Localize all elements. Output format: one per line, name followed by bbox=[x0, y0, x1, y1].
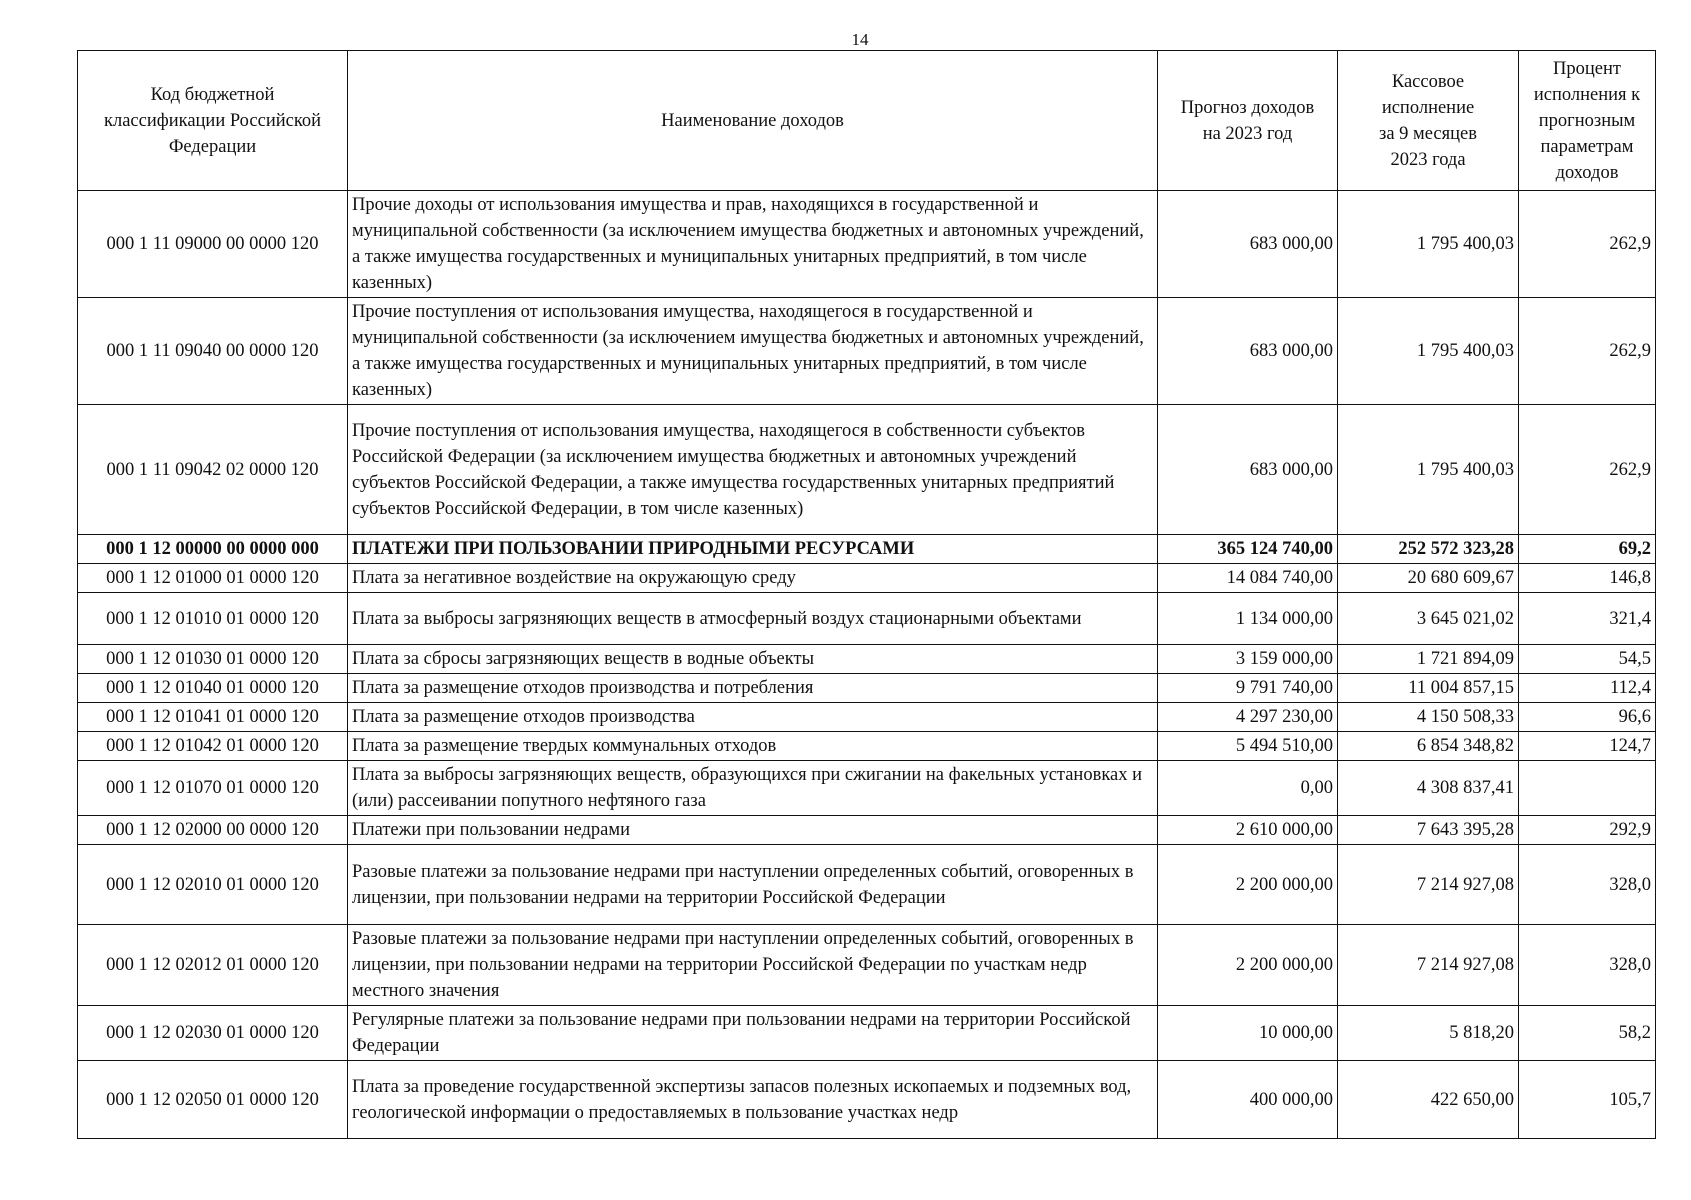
cell-code: 000 1 11 09042 02 0000 120 bbox=[78, 405, 348, 535]
cell-actual: 1 795 400,03 bbox=[1338, 298, 1519, 405]
cell-code: 000 1 12 01041 01 0000 120 bbox=[78, 703, 348, 732]
table-row bbox=[78, 845, 1656, 925]
cell-actual: 6 854 348,82 bbox=[1338, 732, 1519, 761]
cell-name: Плата за выбросы загрязняющих веществ в атмосферный воздух стационарными объектами bbox=[348, 593, 1158, 645]
cell-name: Регулярные платежи за пользование недрами при пользовании недрами на территории Российской Федерации bbox=[348, 1006, 1158, 1061]
table-row bbox=[78, 674, 1656, 703]
cell-code: 000 1 12 01030 01 0000 120 bbox=[78, 645, 348, 674]
cell-code: 000 1 12 01000 01 0000 120 bbox=[78, 564, 348, 593]
cell-code: 000 1 12 01040 01 0000 120 bbox=[78, 674, 348, 703]
cell-percent: 328,0 bbox=[1519, 845, 1656, 925]
table-row bbox=[78, 732, 1656, 761]
cell-code: 000 1 12 02012 01 0000 120 bbox=[78, 925, 348, 1006]
cell-percent: 54,5 bbox=[1519, 645, 1656, 674]
cell-percent: 124,7 bbox=[1519, 732, 1656, 761]
cell-name: Плата за размещение твердых коммунальных отходов bbox=[348, 732, 1158, 761]
table-row bbox=[78, 645, 1656, 674]
cell-name: Плата за сбросы загрязняющих веществ в водные объекты bbox=[348, 645, 1158, 674]
cell-forecast: 2 610 000,00 bbox=[1158, 816, 1338, 845]
cell-code: 000 1 12 02010 01 0000 120 bbox=[78, 845, 348, 925]
cell-actual: 4 150 508,33 bbox=[1338, 703, 1519, 732]
cell-actual: 4 308 837,41 bbox=[1338, 761, 1519, 816]
cell-code: 000 1 12 02030 01 0000 120 bbox=[78, 1006, 348, 1061]
cell-code: 000 1 11 09040 00 0000 120 bbox=[78, 298, 348, 405]
cell-percent: 58,2 bbox=[1519, 1006, 1656, 1061]
cell-percent: 262,9 bbox=[1519, 191, 1656, 298]
cell-actual: 1 795 400,03 bbox=[1338, 191, 1519, 298]
header-percent: Процент исполнения к прогнозным параметрам доходов bbox=[1519, 51, 1656, 191]
cell-actual: 1 795 400,03 bbox=[1338, 405, 1519, 535]
cell-actual: 7 643 395,28 bbox=[1338, 816, 1519, 845]
cell-forecast: 4 297 230,00 bbox=[1158, 703, 1338, 732]
cell-code: 000 1 12 01010 01 0000 120 bbox=[78, 593, 348, 645]
table-header-row bbox=[78, 51, 1656, 191]
cell-forecast: 2 200 000,00 bbox=[1158, 845, 1338, 925]
cell-forecast: 400 000,00 bbox=[1158, 1061, 1338, 1139]
cell-actual: 1 721 894,09 bbox=[1338, 645, 1519, 674]
cell-code: 000 1 12 02000 00 0000 120 bbox=[78, 816, 348, 845]
table-row bbox=[78, 703, 1656, 732]
cell-name: Прочие поступления от использования имущества, находящегося в государственной и муниципальной собственности (за исключением имущества бюджетных и автономных учреждений, а также имущества государственных и муниципальных унитарных предприятий, в том числе казенных) bbox=[348, 298, 1158, 405]
table-row bbox=[78, 405, 1656, 535]
cell-percent: 262,9 bbox=[1519, 405, 1656, 535]
cell-code: 000 1 12 02050 01 0000 120 bbox=[78, 1061, 348, 1139]
cell-name: ПЛАТЕЖИ ПРИ ПОЛЬЗОВАНИИ ПРИРОДНЫМИ РЕСУРСАМИ bbox=[348, 535, 1158, 564]
cell-name: Платежи при пользовании недрами bbox=[348, 816, 1158, 845]
cell-code: 000 1 12 00000 00 0000 000 bbox=[78, 535, 348, 564]
header-forecast: Прогноз доходов на 2023 год bbox=[1158, 51, 1338, 191]
cell-name: Плата за негативное воздействие на окружающую среду bbox=[348, 564, 1158, 593]
page-number: 14 bbox=[851, 30, 869, 49]
cell-forecast: 14 084 740,00 bbox=[1158, 564, 1338, 593]
revenue-table bbox=[77, 50, 1656, 1139]
cell-name: Плата за выбросы загрязняющих веществ, образующихся при сжигании на факельных установках и (или) рассеивании попутного нефтяного газа bbox=[348, 761, 1158, 816]
cell-percent: 292,9 bbox=[1519, 816, 1656, 845]
header-code: Код бюджетной классификации Российской Федерации bbox=[78, 51, 348, 191]
cell-forecast: 9 791 740,00 bbox=[1158, 674, 1338, 703]
cell-forecast: 365 124 740,00 bbox=[1158, 535, 1338, 564]
cell-percent: 321,4 bbox=[1519, 593, 1656, 645]
header-name: Наименование доходов bbox=[348, 51, 1158, 191]
table-row bbox=[78, 564, 1656, 593]
cell-actual: 5 818,20 bbox=[1338, 1006, 1519, 1061]
cell-name: Плата за размещение отходов производства и потребления bbox=[348, 674, 1158, 703]
table-row bbox=[78, 925, 1656, 1006]
cell-name: Разовые платежи за пользование недрами при наступлении определенных событий, оговоренных в лицензии, при пользовании недрами на территории Российской Федерации по участкам недр местного значения bbox=[348, 925, 1158, 1006]
cell-percent: 96,6 bbox=[1519, 703, 1656, 732]
table-body bbox=[78, 191, 1656, 1139]
cell-forecast: 2 200 000,00 bbox=[1158, 925, 1338, 1006]
cell-forecast: 683 000,00 bbox=[1158, 191, 1338, 298]
cell-percent: 105,7 bbox=[1519, 1061, 1656, 1139]
cell-actual: 3 645 021,02 bbox=[1338, 593, 1519, 645]
cell-forecast: 10 000,00 bbox=[1158, 1006, 1338, 1061]
cell-code: 000 1 11 09000 00 0000 120 bbox=[78, 191, 348, 298]
table-row bbox=[78, 816, 1656, 845]
cell-code: 000 1 12 01042 01 0000 120 bbox=[78, 732, 348, 761]
table-row bbox=[78, 191, 1656, 298]
table-row bbox=[78, 593, 1656, 645]
cell-name: Прочие поступления от использования имущества, находящегося в собственности субъектов Российской Федерации (за исключением имущества бюджетных и автономных учреждений субъектов Российской Федерации, а также имущества государственных унитарных предприятий субъектов Российской Федерации, в том числе казенных) bbox=[348, 405, 1158, 535]
cell-code: 000 1 12 01070 01 0000 120 bbox=[78, 761, 348, 816]
cell-forecast: 683 000,00 bbox=[1158, 405, 1338, 535]
cell-forecast: 0,00 bbox=[1158, 761, 1338, 816]
cell-name: Прочие доходы от использования имущества и прав, находящихся в государственной и муниципальной собственности (за исключением имущества бюджетных и автономных учреждений, а также имущества государственных и муниципальных унитарных предприятий, в том числе казенных) bbox=[348, 191, 1158, 298]
cell-name: Разовые платежи за пользование недрами при наступлении определенных событий, оговоренных в лицензии, при пользовании недрами на территории Российской Федерации bbox=[348, 845, 1158, 925]
cell-actual: 7 214 927,08 bbox=[1338, 925, 1519, 1006]
cell-actual: 11 004 857,15 bbox=[1338, 674, 1519, 703]
cell-percent: 262,9 bbox=[1519, 298, 1656, 405]
table-row bbox=[78, 1006, 1656, 1061]
cell-actual: 20 680 609,67 bbox=[1338, 564, 1519, 593]
cell-forecast: 5 494 510,00 bbox=[1158, 732, 1338, 761]
cell-percent: 328,0 bbox=[1519, 925, 1656, 1006]
cell-forecast: 3 159 000,00 bbox=[1158, 645, 1338, 674]
cell-percent: 112,4 bbox=[1519, 674, 1656, 703]
cell-name: Плата за проведение государственной экспертизы запасов полезных ископаемых и подземных вод, геологической информации о предоставляемых в пользование участках недр bbox=[348, 1061, 1158, 1139]
cell-forecast: 1 134 000,00 bbox=[1158, 593, 1338, 645]
cell-percent: 69,2 bbox=[1519, 535, 1656, 564]
cell-actual: 422 650,00 bbox=[1338, 1061, 1519, 1139]
cell-percent: 146,8 bbox=[1519, 564, 1656, 593]
table-row bbox=[78, 1061, 1656, 1139]
table-row bbox=[78, 761, 1656, 816]
cell-actual: 252 572 323,28 bbox=[1338, 535, 1519, 564]
table-row bbox=[78, 535, 1656, 564]
cell-name: Плата за размещение отходов производства bbox=[348, 703, 1158, 732]
cell-percent bbox=[1519, 761, 1656, 816]
cell-forecast: 683 000,00 bbox=[1158, 298, 1338, 405]
cell-actual: 7 214 927,08 bbox=[1338, 845, 1519, 925]
table-row bbox=[78, 298, 1656, 405]
header-actual: Кассовое исполнение за 9 месяцев 2023 года bbox=[1338, 51, 1519, 191]
